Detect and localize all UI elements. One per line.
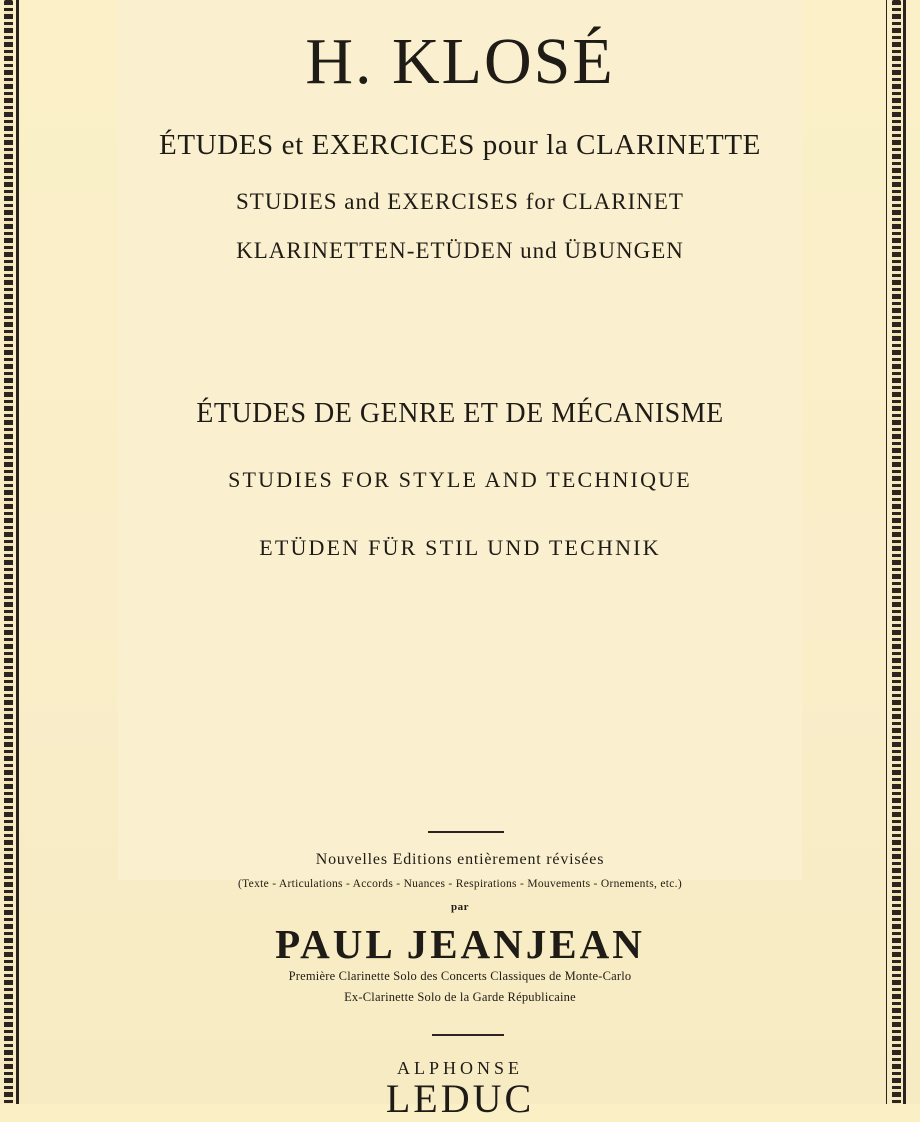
subtitle-german: ETÜDEN FÜR STIL UND TECHNIK bbox=[259, 535, 661, 560]
subtitle-french: ÉTUDES DE GENRE ET DE MÉCANISME bbox=[196, 398, 724, 429]
editor-role-1: Première Clarinette Solo des Concerts Classiques de Monte-Carlo bbox=[288, 969, 632, 983]
edition-note: Nouvelles Editions entièrement révisées bbox=[315, 851, 605, 868]
by-label: par bbox=[451, 901, 469, 913]
publisher-last-name: LEDUC bbox=[385, 1076, 535, 1121]
divider-top bbox=[428, 831, 504, 833]
composer-name: H. KLOSÉ bbox=[305, 25, 615, 98]
editor-role-2: Ex-Clarinette Solo de la Garde Républicaine bbox=[344, 990, 576, 1004]
subtitle-english: STUDIES FOR STYLE AND TECHNIQUE bbox=[228, 467, 692, 492]
title-french: ÉTUDES et EXERCICES pour la CLARINETTE bbox=[159, 129, 761, 161]
title-english: STUDIES and EXERCISES for CLARINET bbox=[236, 189, 684, 214]
divider-bottom bbox=[432, 1034, 504, 1036]
edition-details: (Texte - Articulations - Accords - Nuances - Respirations - Mouvements - Ornements, etc.) bbox=[238, 878, 682, 890]
title-german: KLARINETTEN-ETÜDEN und ÜBUNGEN bbox=[236, 238, 684, 263]
editor-name: PAUL JEANJEAN bbox=[275, 921, 645, 967]
publisher-first-name: ALPHONSE bbox=[396, 1058, 523, 1078]
